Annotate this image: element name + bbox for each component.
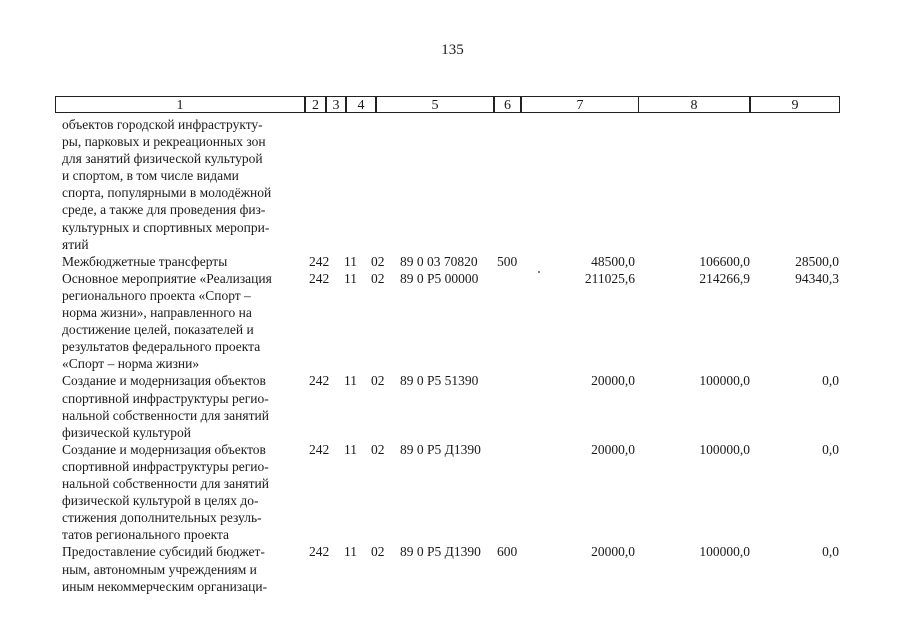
expense-type-cell: 600 — [497, 544, 518, 560]
table-header — [55, 96, 840, 115]
description-line: результатов федерального проекта — [62, 339, 261, 355]
target-article-cell: 89 0 P5 00000 — [400, 270, 479, 286]
description-line: объектов городской инфраструкту- — [62, 117, 263, 132]
header-col-8: 8 — [638, 96, 750, 113]
row-description — [62, 253, 298, 270]
description-line: Межбюджетные трансферты — [62, 253, 228, 269]
table-row — [0, 253, 905, 270]
amount-col-7-cell: 20000,0 — [591, 441, 635, 457]
description-line: Создание и модернизация объектов — [62, 373, 266, 389]
description-line: спортивной инфраструктуры регио- — [62, 458, 269, 474]
description-line: спорта, популярными в молодёжной — [62, 185, 272, 201]
section-cell: 11 — [344, 253, 357, 269]
header-col-4: 4 — [346, 96, 376, 113]
amount-col-7-cell: 20000,0 — [591, 373, 635, 389]
description-line: Создание и модернизация объектов — [62, 441, 266, 457]
subsection-cell: 02 — [371, 253, 385, 269]
target-article-cell: 89 0 P5 Д1390 — [400, 441, 481, 457]
description-line: ным, автономным учреждениям и — [62, 561, 257, 577]
target-article-cell: 89 0 P5 Д1390 — [400, 544, 481, 560]
amount-col-9-cell: 0,0 — [822, 373, 839, 389]
section-cell: 11 — [344, 544, 357, 560]
grbs-cell: 242 — [309, 373, 330, 389]
grbs-cell: 242 — [309, 253, 330, 269]
description-line: достижение целей, показателей и — [62, 322, 254, 338]
description-line: для занятий физической культурой — [62, 151, 263, 167]
header-col-7: 7 — [521, 96, 638, 113]
row-description — [62, 372, 298, 440]
subsection-cell: 02 — [371, 373, 385, 389]
table-row — [0, 116, 905, 253]
amount-col-8-cell: 100000,0 — [699, 373, 750, 389]
subsection-cell: 02 — [371, 270, 385, 286]
description-line: физической культурой — [62, 424, 191, 440]
table-row — [0, 441, 905, 544]
description-line: физической культурой в целях до- — [62, 493, 259, 509]
amount-col-7-cell: 211025,6 — [584, 270, 635, 286]
description-line: норма жизни», направленного на — [62, 305, 252, 321]
description-line: «Спорт – норма жизни» — [62, 356, 200, 372]
section-cell: 11 — [344, 373, 357, 389]
grbs-cell: 242 — [309, 544, 330, 560]
grbs-cell: 242 — [309, 441, 330, 457]
row-description — [62, 543, 298, 594]
description-line: среде, а также для проведения физ- — [62, 202, 266, 218]
row-description — [62, 441, 298, 544]
description-line: культурных и спортивных меропри- — [62, 219, 270, 235]
amount-col-9-cell: 0,0 — [822, 544, 839, 560]
header-col-3: 3 — [326, 96, 346, 113]
amount-col-7-cell: 20000,0 — [591, 544, 635, 560]
description-line: татов регионального проекта — [62, 527, 230, 543]
header-col-5: 5 — [376, 96, 494, 113]
expense-type-cell: 500 — [497, 253, 518, 269]
description-line: нальной собственности для занятий — [62, 476, 269, 492]
subsection-cell: 02 — [371, 544, 385, 560]
target-article-cell: 89 0 03 70820 — [400, 253, 478, 269]
header-col-9: 9 — [750, 96, 840, 113]
description-line: Предоставление субсидий бюджет- — [62, 544, 265, 560]
grbs-cell: 242 — [309, 270, 330, 286]
target-article-cell: 89 0 P5 51390 — [400, 373, 479, 389]
amount-col-9-cell: 94340,3 — [795, 270, 839, 286]
description-line: спортивной инфраструктуры регио- — [62, 390, 269, 406]
table-body — [0, 116, 905, 595]
header-col-1: 1 — [55, 96, 305, 113]
table-row — [0, 270, 905, 373]
table-row — [0, 543, 905, 594]
description-line: ры, парковых и рекреационных зон — [62, 134, 266, 150]
scan-speck — [538, 271, 540, 273]
row-description — [62, 116, 298, 253]
amount-col-8-cell: 100000,0 — [699, 441, 750, 457]
amount-col-8-cell: 106600,0 — [699, 253, 750, 269]
amount-col-9-cell: 28500,0 — [795, 253, 839, 269]
header-col-6: 6 — [494, 96, 521, 113]
row-description — [62, 270, 298, 373]
amount-col-9-cell: 0,0 — [822, 441, 839, 457]
table-row — [0, 372, 905, 440]
description-line: стижения дополнительных резуль- — [62, 510, 262, 526]
description-line: ятий — [62, 236, 89, 252]
header-col-2: 2 — [305, 96, 326, 113]
section-cell: 11 — [344, 270, 357, 286]
section-cell: 11 — [344, 441, 357, 457]
amount-col-8-cell: 214266,9 — [699, 270, 750, 286]
description-line: иным некоммерческим организаци- — [62, 578, 268, 594]
amount-col-7-cell: 48500,0 — [591, 253, 635, 269]
description-line: нальной собственности для занятий — [62, 407, 269, 423]
subsection-cell: 02 — [371, 441, 385, 457]
description-line: и спортом, в том числе видами — [62, 168, 239, 184]
amount-col-8-cell: 100000,0 — [699, 544, 750, 560]
description-line: Основное мероприятие «Реализация — [62, 270, 272, 286]
description-line: регионального проекта «Спорт – — [62, 287, 251, 303]
page-number: 135 — [441, 42, 464, 58]
